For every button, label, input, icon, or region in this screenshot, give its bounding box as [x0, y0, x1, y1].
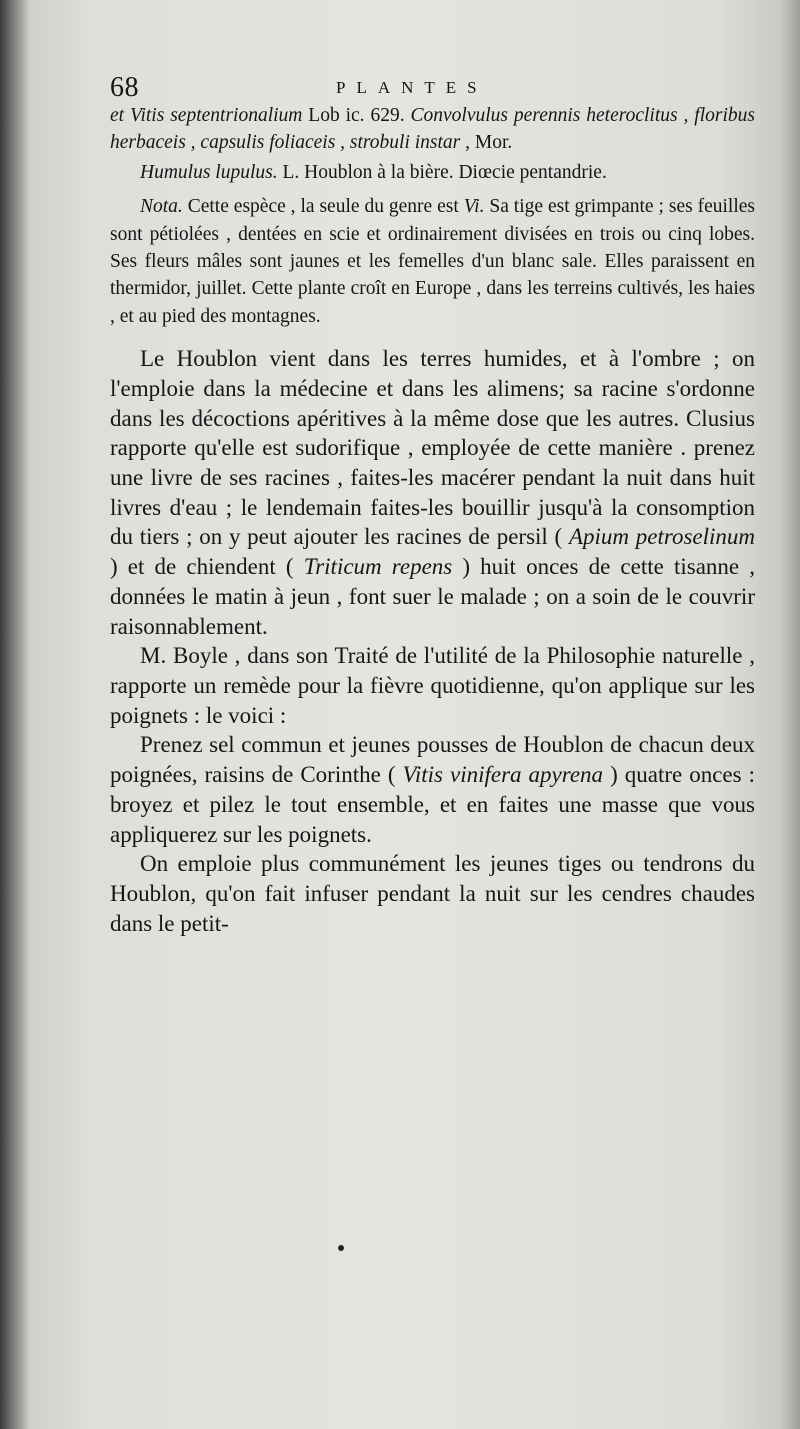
paragraph: [110, 730, 755, 849]
nota-paragraph: [110, 193, 755, 330]
ink-speck: [338, 1245, 344, 1251]
paragraph: [110, 344, 755, 641]
text-run: L. Houblon à la bière. Diœcie pentandrie.: [277, 161, 607, 183]
italic-text-run: et Vitis septentrionalium: [110, 105, 303, 126]
paragraph: [110, 641, 755, 730]
paragraph: [110, 159, 755, 186]
text-run: On emploie plus communément les jeunes tiges ou tendrons du Houblon, qu'on fait infuser pendant la nuit sur les cendres chaudes dans le petit-: [110, 851, 755, 936]
paragraph: [110, 102, 755, 157]
text-run: Cette espèce , la seule du genre est: [182, 196, 464, 218]
text-run: Mor.: [470, 132, 513, 154]
page-header: [110, 58, 755, 102]
text-run: Lob ic. 629.: [302, 105, 411, 126]
text-run: Le Houblon vient dans les terres humides, et à l'ombre ; on l'emploie dans la médecine et dans les alimens; sa racine s'ordonne dans les décoctions apéritives à la même dose que les autres. Clusius rapporte qu'elle est sudorifique , employée de cette manière . prenez une livre de ses racines , faites-les macérer pendant la nuit dans huit livres d'eau ; le lendemain faites-les bouillir jusqu'à la consomption du tiers ; on y peut ajouter les racines de persil (: [110, 346, 755, 550]
text-run: ) quatre onces : broyez et pilez le tout ensemble, et en faites une masse que vous appliquerez sur les poignets.: [110, 762, 755, 847]
italic-text-run: Apium petroselinum: [568, 524, 756, 550]
text-run: Prenez sel commun et jeunes pousses de Houblon de chacun deux poignées, raisins de Corinthe (: [110, 732, 755, 788]
text-run: Sa tige est grimpante ; ses feuilles sont pétiolées , dentées en scie et ordinairement divisées en trois ou cinq lobes. Ses fleurs mâles sont jaunes et les femelles d'un blanc sale. Elles paraissent en thermidor, juillet. Cette plante croît en Europe , dans les terreins cultivés, les haies , et au pied des montagnes.: [110, 196, 755, 327]
page-number: 68: [110, 72, 139, 103]
running-head: PLANTES: [336, 78, 488, 97]
italic-text-run: Humulus lupulus.: [140, 161, 278, 183]
text-run: ) huit onces de cette tisanne , données le matin à jeun , font suer le malade ; on a soin de le couvrir raisonnablement.: [110, 554, 755, 639]
italic-text-run: Nota.: [140, 196, 183, 218]
italic-text-run: Vitis vinifera apyrena: [402, 762, 604, 788]
text-run: ) et de chiendent (: [110, 554, 304, 580]
italic-text-run: Triticum repens: [303, 554, 453, 580]
paragraph: [110, 849, 755, 938]
italic-text-run: Vi.: [463, 196, 485, 218]
text-run: M. Boyle , dans son Traité de l'utilité de la Philosophie naturelle , rapporte un remède pour la fièvre quotidienne, qu'on applique sur les poignets : le voici :: [110, 643, 755, 728]
italic-text-run: Convolvulus perennis heteroclitus , floribus herbaceis , capsulis foliaceis , strobuli instar ,: [110, 105, 755, 154]
text-block: [110, 58, 755, 938]
